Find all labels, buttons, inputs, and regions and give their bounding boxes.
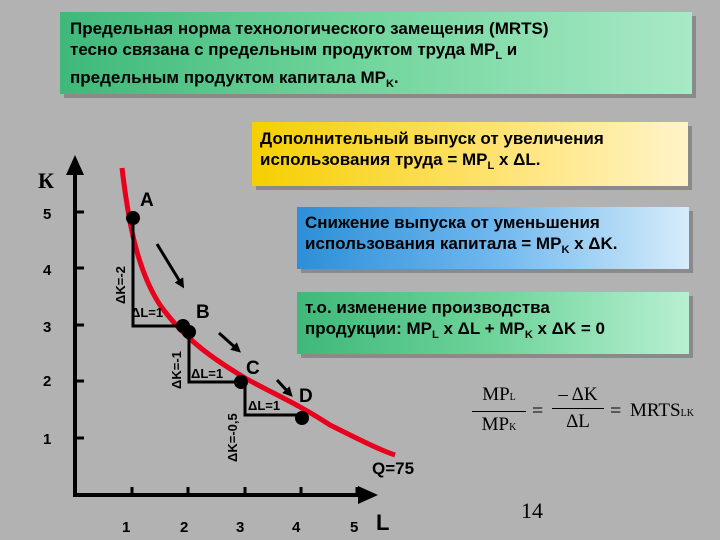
x-axis-arrow-icon bbox=[358, 486, 378, 504]
mp-l-term bbox=[472, 384, 526, 409]
intro-line-2-post: и bbox=[502, 40, 518, 59]
x-tick-label-4: 4 bbox=[292, 519, 301, 536]
labor-line-2-sub: L bbox=[487, 160, 495, 172]
point-a bbox=[126, 211, 140, 225]
x-tick-label-2: 2 bbox=[180, 519, 189, 536]
point-label-a: A bbox=[140, 190, 154, 211]
point-label-c: C bbox=[246, 358, 260, 379]
labor-line-1: Дополнительный выпуск от увеличения bbox=[260, 129, 604, 148]
y-tick-label-4: 4 bbox=[43, 262, 52, 279]
mrts-text: MRTS bbox=[630, 400, 681, 421]
capital-line-2-post: x ΔK. bbox=[569, 234, 618, 253]
mrts-formula bbox=[472, 384, 708, 444]
mp-fraction bbox=[472, 384, 526, 439]
labor-line-2-text: использования труда = MP bbox=[260, 150, 488, 169]
mp-l-sub: L bbox=[509, 392, 516, 403]
delta-fraction-bar bbox=[552, 408, 604, 409]
total-line-2-sub1: L bbox=[432, 329, 439, 341]
x-axis-label: L bbox=[376, 510, 390, 535]
mp-k-text: MP bbox=[481, 414, 510, 435]
delta-k-label-1: ΔK=-2 bbox=[113, 266, 128, 304]
delta-l-label-1: ΔL=1 bbox=[131, 305, 164, 320]
y-tick-label-3: 3 bbox=[43, 319, 52, 336]
arrow-a-to-b-icon bbox=[157, 244, 182, 285]
mp-k-term bbox=[472, 414, 526, 439]
y-axis-arrow-icon bbox=[66, 155, 84, 175]
capital-line-2-text: использования капитала = MP bbox=[305, 234, 562, 253]
intro-line-2-text: тесно связана с предельным продуктом труда MP bbox=[70, 40, 496, 59]
intro-line-2-sub: L bbox=[495, 50, 503, 62]
neg-delta-k: – ΔK bbox=[558, 384, 598, 405]
y-axis-label: К bbox=[38, 168, 54, 193]
arrow-b-to-c-icon bbox=[219, 333, 238, 350]
point-d bbox=[295, 411, 309, 425]
total-line-2-b: x ΔL + MP bbox=[438, 319, 525, 338]
total-line-1: т.о. изменение производства bbox=[305, 298, 550, 317]
mp-k-sub: K bbox=[509, 422, 517, 433]
mp-fraction-bar bbox=[472, 411, 526, 412]
capital-line-1: Снижение выпуска от уменьшения bbox=[305, 213, 600, 232]
delta-k-label-3: ΔK=-0,5 bbox=[225, 413, 240, 462]
total-line-2-sub2: K bbox=[524, 329, 533, 341]
delta-k-label-2: ΔK=-1 bbox=[169, 351, 184, 389]
delta-fraction bbox=[552, 384, 604, 433]
mrts-term bbox=[630, 400, 694, 422]
equals-sign-1: = bbox=[532, 400, 544, 422]
isoquant-label: Q=75 bbox=[372, 459, 415, 478]
slide-number: 14 bbox=[521, 498, 543, 523]
point-label-b: B bbox=[196, 302, 210, 323]
capital-line-2-sub: K bbox=[561, 244, 570, 256]
mrts-sub: LK bbox=[680, 408, 694, 419]
y-tick-label-2: 2 bbox=[43, 373, 52, 390]
intro-line-1: Предельная норма технологического замещения (MRTS) bbox=[70, 19, 549, 38]
arrow-c-to-d-icon bbox=[277, 380, 290, 394]
intro-line-3-sub: K bbox=[385, 78, 394, 90]
total-line-2-a: продукции: MP bbox=[305, 319, 433, 338]
labor-line-2-post: x ΔL. bbox=[494, 150, 541, 169]
intro-line-3-post: . bbox=[393, 68, 399, 87]
equals-sign-2: = bbox=[610, 400, 622, 422]
delta-l-label-3: ΔL=1 bbox=[248, 398, 281, 413]
intro-line-3-text: предельным продуктом капитала MP bbox=[70, 68, 386, 87]
mp-l-text: MP bbox=[482, 384, 510, 405]
x-tick-label-5: 5 bbox=[350, 519, 359, 536]
delta-l-label-2: ΔL=1 bbox=[191, 366, 224, 381]
x-tick-label-3: 3 bbox=[236, 519, 245, 536]
point-label-d: D bbox=[299, 386, 313, 407]
point-b2 bbox=[182, 325, 196, 339]
delta-l: ΔL bbox=[566, 411, 590, 432]
total-line-2-c: x ΔK = 0 bbox=[532, 319, 606, 338]
y-tick-label-5: 5 bbox=[43, 206, 52, 223]
x-tick-label-1: 1 bbox=[122, 519, 131, 536]
y-tick-label-1: 1 bbox=[43, 431, 52, 448]
